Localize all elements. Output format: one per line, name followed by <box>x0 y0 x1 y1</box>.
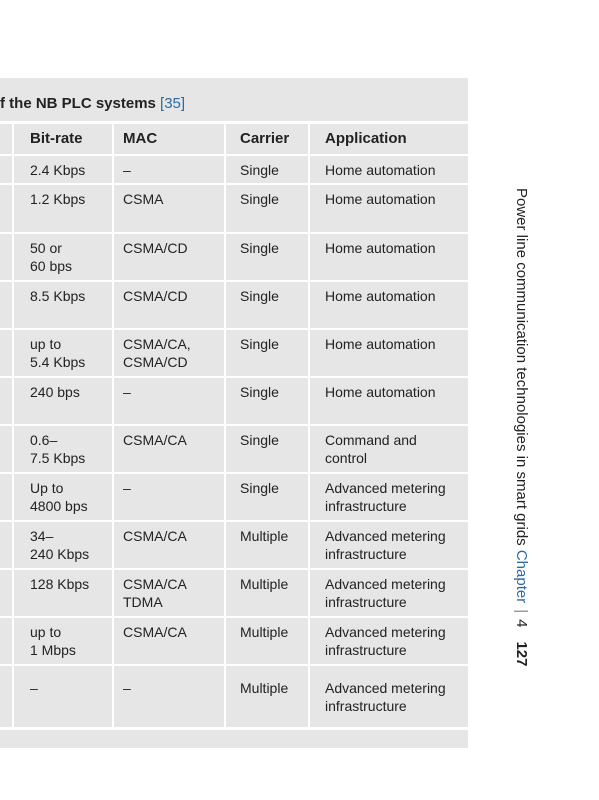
cell-application: Advanced metering infrastructure <box>325 576 446 610</box>
running-head-title: Power line communication technologies in smart grids <box>513 188 530 546</box>
row-divider <box>0 568 468 570</box>
row-divider <box>0 232 468 234</box>
row-divider <box>0 520 468 522</box>
table-top-rule <box>0 121 468 124</box>
cell-bitrate: up to 1 Mbps <box>30 624 76 658</box>
caption-text: f the NB PLC systems <box>0 95 161 112</box>
caption-reference[interactable]: [35] <box>160 95 186 112</box>
cell-bitrate: 128 Kbps <box>30 576 90 592</box>
cell-application: Home automation <box>325 336 436 352</box>
cell-carrier: Single <box>240 288 279 304</box>
table-caption <box>0 95 468 117</box>
cell-mac: CSMA <box>123 191 164 207</box>
cell-bitrate: 8.5 Kbps <box>30 288 86 304</box>
cell-bitrate: Up to 4800 bps <box>30 480 88 514</box>
cell-application: Home automation <box>325 191 436 207</box>
cell-bitrate: 34– 240 Kbps <box>30 528 90 562</box>
cell-carrier: Multiple <box>240 576 289 592</box>
cell-mac: – <box>123 680 131 696</box>
running-head-separator: | <box>513 609 530 614</box>
cell-carrier: Multiple <box>240 624 289 640</box>
column-header-carrier: Carrier <box>240 130 290 147</box>
cell-carrier: Multiple <box>240 680 289 696</box>
cell-bitrate: up to 5.4 Kbps <box>30 336 86 370</box>
cell-bitrate: 1.2 Kbps <box>30 191 86 207</box>
cell-carrier: Single <box>240 384 279 400</box>
cell-bitrate: 2.4 Kbps <box>30 162 86 178</box>
column-header-bitrate: Bit-rate <box>30 130 83 147</box>
cell-carrier: Single <box>240 162 279 178</box>
row-divider <box>0 376 468 378</box>
cell-carrier: Single <box>240 336 279 352</box>
running-head-chapter-number: 4 <box>513 619 530 628</box>
cell-mac: – <box>123 480 131 496</box>
row-divider <box>0 424 468 426</box>
cell-mac: CSMA/CD <box>123 240 188 256</box>
row-divider <box>0 183 468 185</box>
row-divider <box>0 472 468 474</box>
page-number: 127 <box>513 641 530 667</box>
cell-mac: CSMA/CA <box>123 432 187 448</box>
cell-application: Home automation <box>325 288 436 304</box>
cell-mac: CSMA/CA <box>123 624 187 640</box>
cell-carrier: Single <box>240 432 279 448</box>
cell-application: Command and control <box>325 432 417 466</box>
cell-bitrate: 0.6– 7.5 Kbps <box>30 432 86 466</box>
running-head-chapter: Chapter <box>513 549 530 604</box>
cell-application: Home automation <box>325 162 436 178</box>
row-divider <box>0 664 468 666</box>
cell-application: Advanced metering infrastructure <box>325 624 446 658</box>
row-divider <box>0 616 468 618</box>
row-divider <box>0 328 468 330</box>
cell-application: Advanced metering infrastructure <box>325 480 446 514</box>
cell-carrier: Single <box>240 191 279 207</box>
cell-bitrate: 50 or 60 bps <box>30 240 73 274</box>
row-divider <box>0 154 468 156</box>
cell-application: Home automation <box>325 384 436 400</box>
cell-mac: CSMA/CD <box>123 288 188 304</box>
cell-bitrate: 240 bps <box>30 384 80 400</box>
cell-bitrate: – <box>30 680 38 696</box>
column-header-mac: MAC <box>123 130 158 147</box>
cell-mac: CSMA/CA, CSMA/CD <box>123 336 191 370</box>
cell-carrier: Single <box>240 240 279 256</box>
cell-carrier: Multiple <box>240 528 289 544</box>
cell-mac: – <box>123 162 131 178</box>
cell-application: Advanced metering infrastructure <box>325 528 446 562</box>
cell-carrier: Single <box>240 480 279 496</box>
row-divider <box>0 280 468 282</box>
cell-application: Home automation <box>325 240 436 256</box>
table-bottom-rule <box>0 727 468 730</box>
cell-mac: – <box>123 384 131 400</box>
cell-application: Advanced metering infrastructure <box>325 680 446 714</box>
cell-mac: CSMA/CA <box>123 528 187 544</box>
column-header-application: Application <box>325 130 407 147</box>
cell-mac: CSMA/CA TDMA <box>123 576 187 610</box>
running-head <box>509 188 533 698</box>
